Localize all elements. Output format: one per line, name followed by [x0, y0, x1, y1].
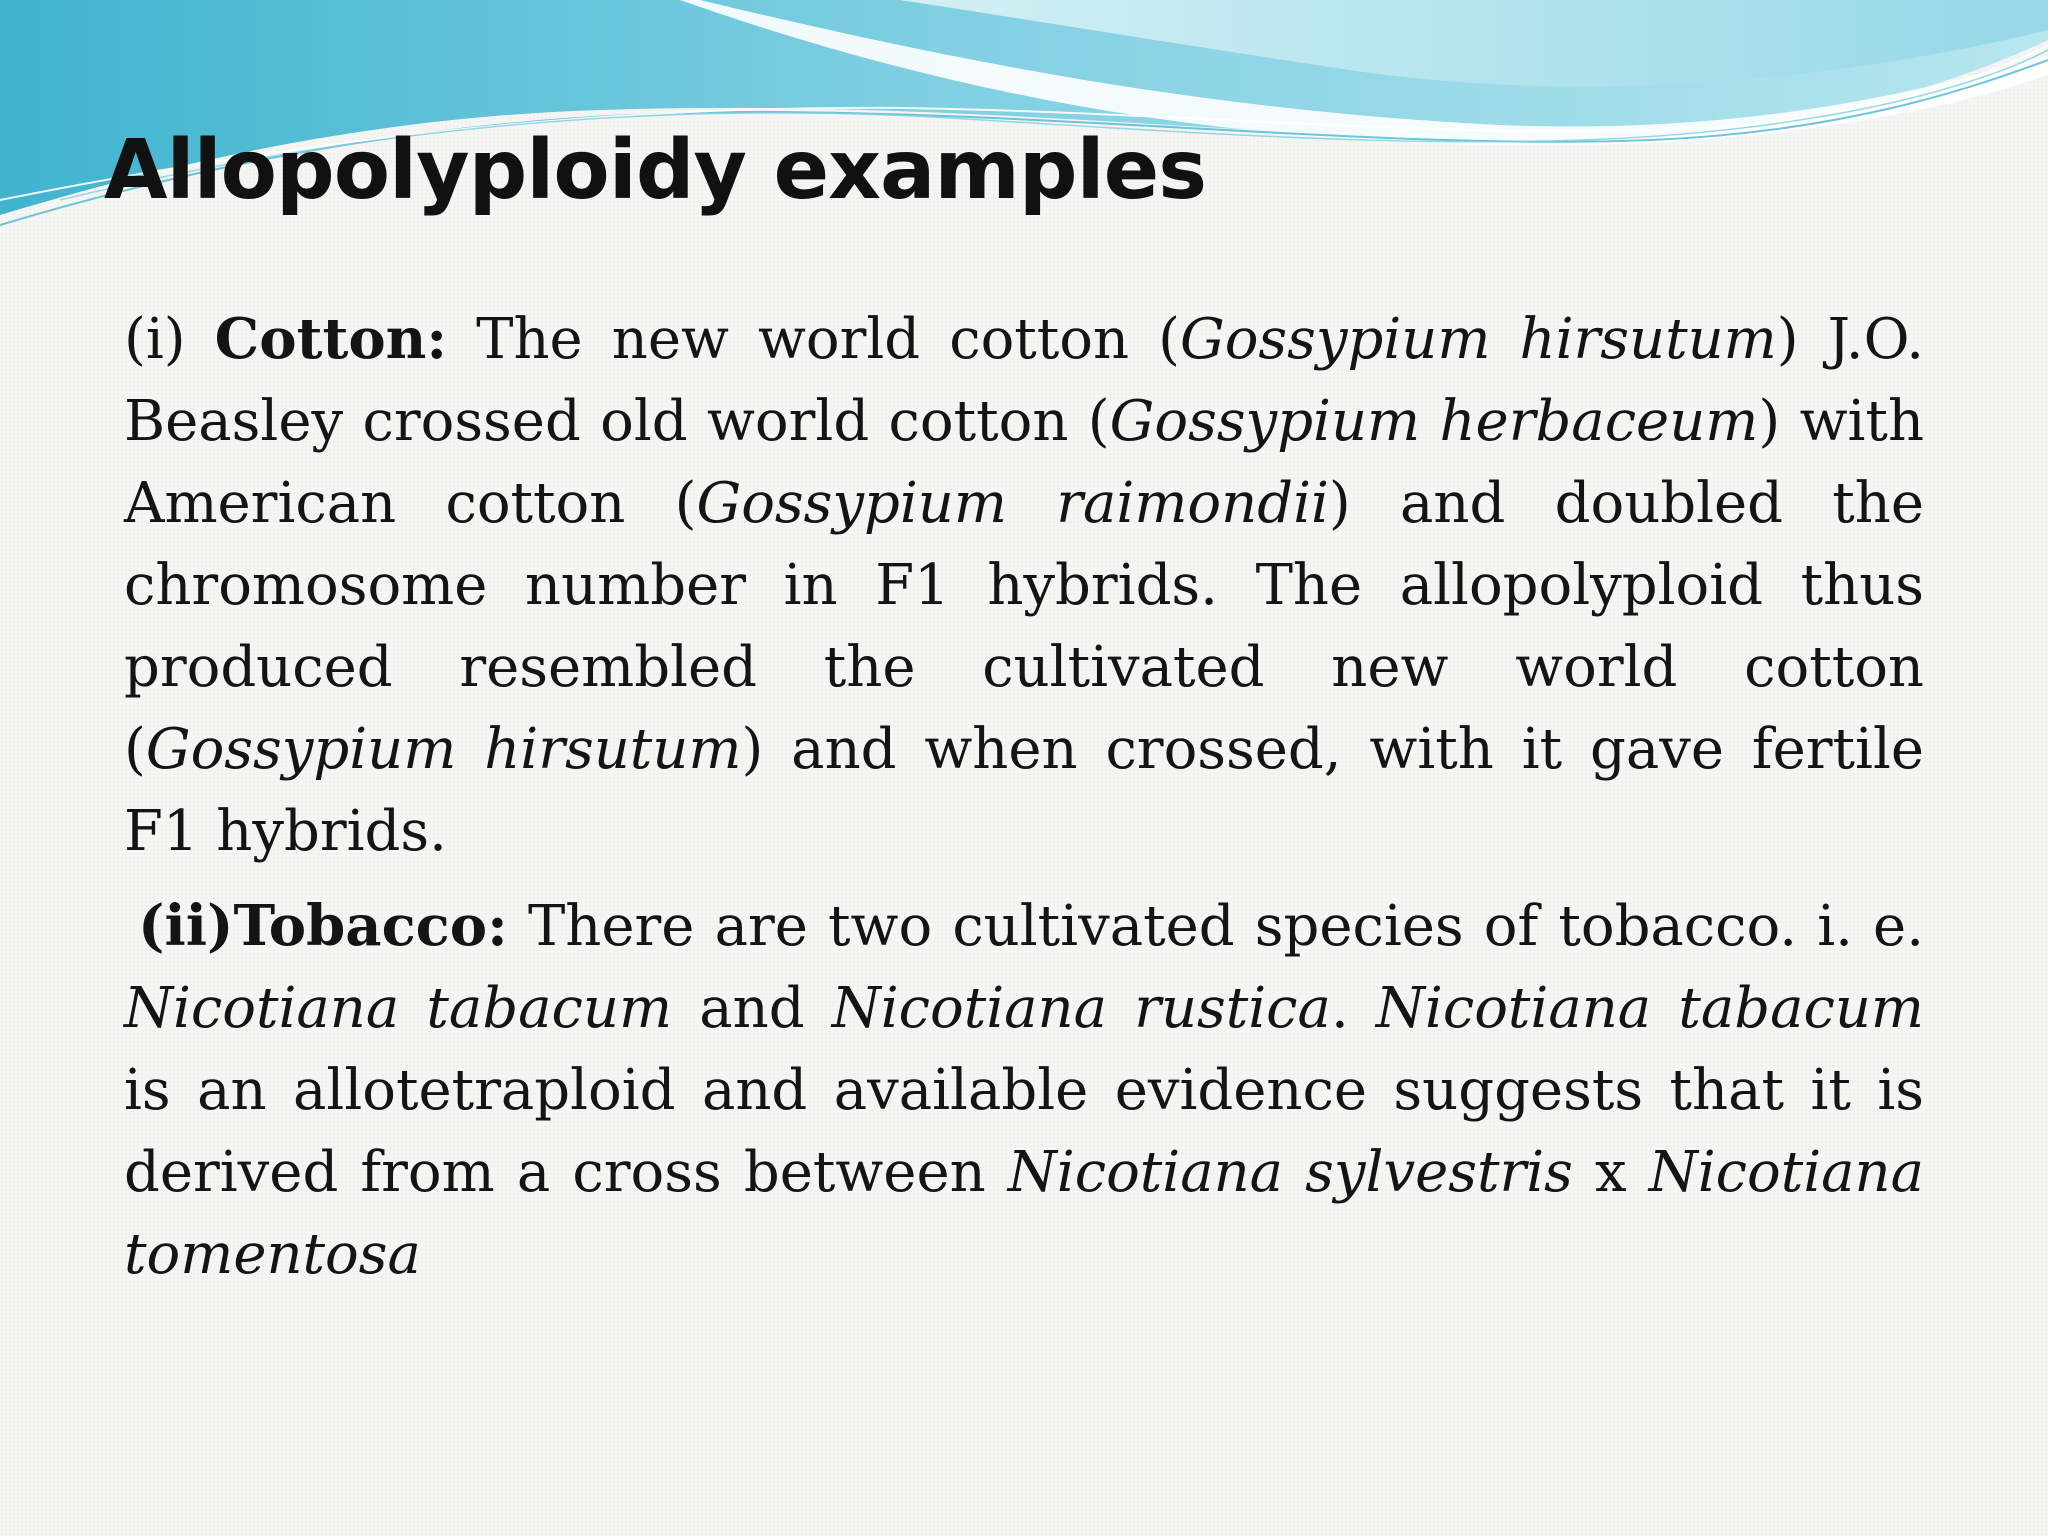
list-marker-ii: (ii): [138, 893, 234, 959]
text-segment: ) and doubled the chromosome number in F1 hybrids. The allopolyploid thus produced resembled the cultivated new world cotton (: [124, 471, 1925, 782]
species-name: Gossypium raimondii: [696, 471, 1329, 536]
heading-cotton: Cotton:: [214, 306, 448, 372]
text-segment: and: [672, 976, 832, 1041]
species-name: Nicotiana tabacum: [1375, 976, 1925, 1041]
species-name: Gossypium herbaceum: [1109, 389, 1759, 454]
paragraph-tobacco: [124, 885, 1924, 1296]
heading-tobacco: Tobacco:: [233, 893, 508, 959]
species-name: Nicotiana sylvestris: [1007, 1140, 1573, 1205]
species-name: Nicotiana rustica: [831, 976, 1331, 1041]
text-segment: ) and when crossed, with it gave fertile F1 hybrids.: [124, 717, 1925, 864]
text-segment: .: [1330, 976, 1376, 1041]
paragraph-cotton: [124, 298, 1924, 873]
text-segment: x: [1572, 1140, 1649, 1205]
species-name: Nicotiana tomentosa: [124, 1140, 1925, 1287]
text-segment: There are two cultivated species of tobacco. i. e.: [507, 894, 1924, 959]
text-segment: ) with American cotton (: [124, 389, 1925, 536]
species-name: Gossypium hirsutum: [1179, 307, 1777, 372]
text-segment: The new world cotton (: [447, 307, 1180, 372]
text-segment: ) J.O. Beasley crossed old world cotton (: [124, 307, 1925, 454]
text-segment: is an allotetraploid and available evidence suggests that it is derived from a cross between: [124, 1058, 1924, 1205]
slide-body: [124, 298, 1924, 1308]
species-name: Gossypium hirsutum: [145, 717, 742, 782]
text-segment: (i): [124, 307, 215, 372]
species-name: Nicotiana tabacum: [124, 976, 673, 1041]
slide-title: Allopolyploidy examples: [104, 123, 1207, 218]
